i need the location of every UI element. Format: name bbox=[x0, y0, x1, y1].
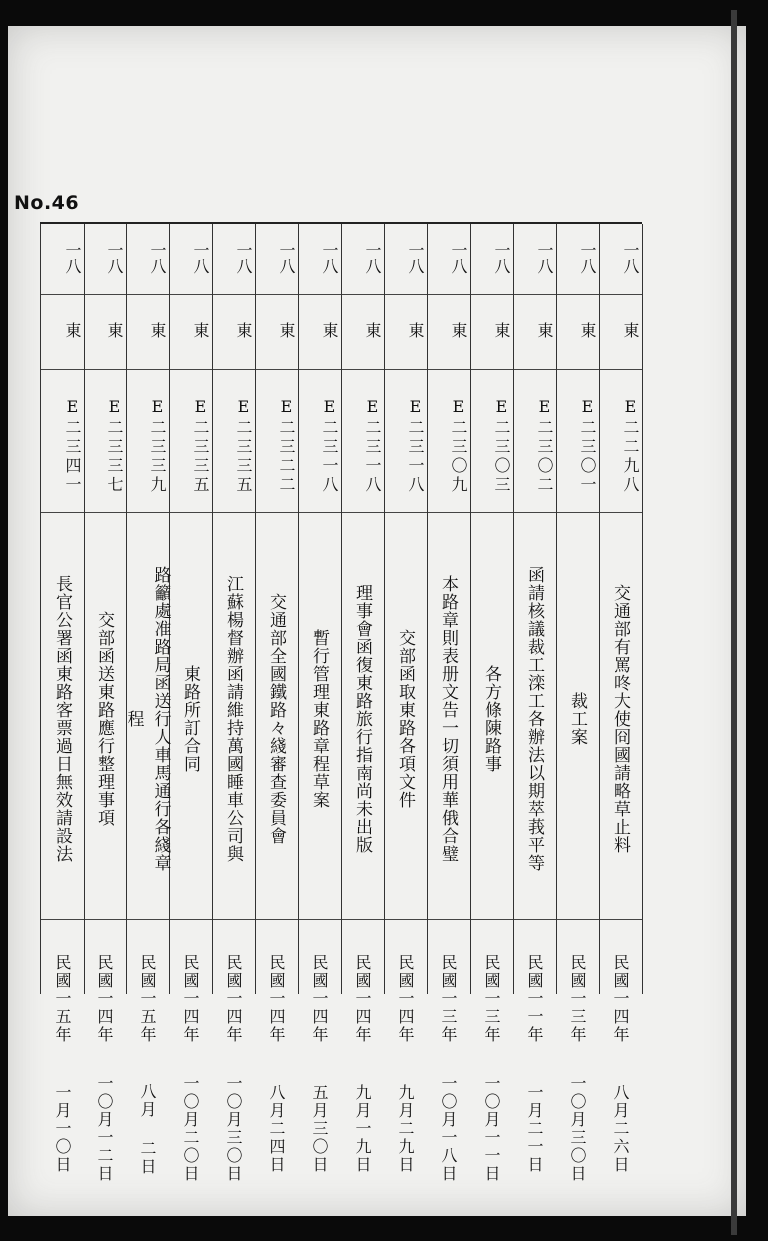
railway-line: 東 bbox=[406, 322, 425, 338]
file-number: E二三一八 bbox=[320, 397, 339, 495]
category-code: 一八 bbox=[406, 242, 425, 274]
ledger-column bbox=[169, 224, 213, 1183]
category-code: 一八 bbox=[105, 242, 124, 274]
date-day: 五月三〇日 bbox=[310, 1084, 329, 1174]
file-number: E二三二二 bbox=[277, 397, 296, 495]
subject-cell bbox=[83, 516, 126, 921]
subject-cell bbox=[255, 516, 298, 921]
railway-line: 東 bbox=[234, 322, 253, 338]
railway-line: 東 bbox=[105, 322, 124, 338]
date-day: 一月二一日 bbox=[525, 1084, 544, 1174]
page-number: No.46 bbox=[14, 192, 80, 214]
railway-line: 東 bbox=[578, 322, 597, 338]
date-day: 一〇月三〇日 bbox=[224, 1075, 243, 1183]
file-number: E二三三五 bbox=[234, 397, 253, 495]
file-number: E二三四一 bbox=[63, 397, 82, 495]
category-code: 一八 bbox=[148, 242, 167, 274]
subject-cell bbox=[41, 516, 84, 921]
subject-cell bbox=[470, 516, 513, 921]
ledger-column bbox=[123, 224, 171, 1176]
date-year: 民國一五年 bbox=[138, 954, 157, 1044]
subject-cell bbox=[169, 516, 212, 921]
ledger-column bbox=[341, 224, 385, 1174]
subject-text: 理事會函復東路旅行指南尚未出版 bbox=[352, 583, 372, 854]
subject-cell bbox=[599, 516, 642, 921]
ledger-column bbox=[255, 224, 299, 1174]
file-number: E二三〇一 bbox=[578, 397, 597, 495]
date-cell bbox=[212, 924, 255, 1184]
ledger-column bbox=[599, 224, 643, 1174]
ledger-column bbox=[427, 224, 471, 1183]
file-number: E二二九八 bbox=[621, 397, 640, 495]
date-day: 八月二六日 bbox=[611, 1084, 630, 1174]
ledger-column bbox=[513, 224, 557, 1174]
ledger-column bbox=[470, 224, 514, 1183]
subject-cell bbox=[427, 516, 470, 921]
date-cell bbox=[384, 924, 427, 1184]
date-year: 民國一四年 bbox=[353, 954, 372, 1044]
category-code: 一八 bbox=[535, 242, 554, 274]
date-year: 民國一三年 bbox=[439, 954, 458, 1044]
file-number: E二三三七 bbox=[105, 397, 124, 495]
subject-text: 函請核議裁工滦工各辦法以期萃莪平等 bbox=[524, 565, 544, 872]
subject-text: 交部函送東路應行整理事項 bbox=[94, 610, 114, 827]
subject-text: 裁工案 bbox=[567, 691, 587, 746]
date-cell bbox=[255, 924, 298, 1184]
category-code: 一八 bbox=[63, 242, 82, 274]
subject-cell bbox=[513, 516, 556, 921]
railway-line: 東 bbox=[492, 322, 511, 338]
ledger-column bbox=[556, 224, 600, 1183]
subject-text: 本路章則表册文告一切須用華俄合璧 bbox=[438, 574, 458, 863]
date-year: 民國一三年 bbox=[568, 954, 587, 1044]
date-year: 民國一一年 bbox=[525, 954, 544, 1044]
date-cell bbox=[513, 924, 556, 1184]
date-cell bbox=[556, 924, 599, 1184]
date-day: 九月二九日 bbox=[396, 1084, 415, 1174]
date-cell bbox=[341, 924, 384, 1184]
date-year: 民國一四年 bbox=[95, 954, 114, 1044]
railway-line: 東 bbox=[363, 322, 382, 338]
subject-text: 路籲處准路局函送行人車馬通行各綫章 bbox=[150, 565, 171, 872]
subject-text: 交通部全國鐵路々綫審查委員會 bbox=[266, 592, 286, 845]
railway-line: 東 bbox=[63, 322, 82, 338]
railway-line: 東 bbox=[277, 322, 296, 338]
date-cell bbox=[599, 924, 642, 1184]
page-edge bbox=[731, 10, 737, 1235]
subject-cell bbox=[123, 516, 171, 921]
subject-text: 程 bbox=[123, 709, 144, 728]
railway-line: 東 bbox=[191, 322, 210, 338]
date-year: 民國一四年 bbox=[181, 954, 200, 1044]
category-code: 一八 bbox=[363, 242, 382, 274]
railway-line: 東 bbox=[449, 322, 468, 338]
date-cell bbox=[169, 924, 212, 1184]
subject-cell bbox=[212, 516, 255, 921]
file-number: E二三〇二 bbox=[535, 397, 554, 495]
ledger-column bbox=[40, 224, 85, 1174]
date-year: 民國一三年 bbox=[482, 954, 501, 1044]
date-day: 一〇月一二日 bbox=[95, 1075, 114, 1183]
subject-text: 東路所訂合同 bbox=[180, 664, 200, 773]
date-cell bbox=[126, 924, 169, 1184]
category-code: 一八 bbox=[621, 242, 640, 274]
subject-cell bbox=[298, 516, 341, 921]
subject-text: 各方條陳路事 bbox=[481, 664, 501, 773]
category-code: 一八 bbox=[277, 242, 296, 274]
category-code: 一八 bbox=[320, 242, 339, 274]
subject-cell bbox=[556, 516, 599, 921]
ledger-column bbox=[212, 224, 256, 1183]
subject-text: 交部函取東路各項文件 bbox=[395, 628, 415, 809]
category-code: 一八 bbox=[234, 242, 253, 274]
date-cell bbox=[470, 924, 513, 1184]
file-number: E二三〇九 bbox=[449, 397, 468, 495]
date-day: 八月 二日 bbox=[138, 1082, 157, 1176]
category-code: 一八 bbox=[191, 242, 210, 274]
date-day: 九月一九日 bbox=[353, 1084, 372, 1174]
date-year: 民國一四年 bbox=[310, 954, 329, 1044]
ledger-table bbox=[40, 222, 642, 1183]
date-year: 民國一四年 bbox=[267, 954, 286, 1044]
date-year: 民國一五年 bbox=[53, 954, 72, 1044]
file-number: E二三〇三 bbox=[492, 397, 511, 495]
file-number: E二三三五 bbox=[191, 397, 210, 495]
railway-line: 東 bbox=[320, 322, 339, 338]
date-cell bbox=[41, 924, 84, 1184]
railway-line: 東 bbox=[621, 322, 640, 338]
date-day: 一〇月一一日 bbox=[482, 1075, 501, 1183]
date-cell bbox=[83, 924, 126, 1184]
date-day: 八月二四日 bbox=[267, 1084, 286, 1174]
file-number: E二三三九 bbox=[148, 397, 167, 495]
date-day: 一月一〇日 bbox=[53, 1084, 72, 1174]
file-number: E二三一八 bbox=[406, 397, 425, 495]
ledger-column bbox=[384, 224, 428, 1174]
file-number: E二三一八 bbox=[363, 397, 382, 495]
category-code: 一八 bbox=[492, 242, 511, 274]
date-year: 民國一四年 bbox=[611, 954, 630, 1044]
ledger-column bbox=[83, 224, 127, 1183]
date-year: 民國一四年 bbox=[224, 954, 243, 1044]
date-day: 一〇月一八日 bbox=[439, 1075, 458, 1183]
railway-line: 東 bbox=[535, 322, 554, 338]
subject-cell bbox=[384, 516, 427, 921]
subject-text: 江蘇楊督辦函請維持萬國睡車公司與 bbox=[223, 574, 243, 863]
category-code: 一八 bbox=[578, 242, 597, 274]
category-code: 一八 bbox=[449, 242, 468, 274]
date-cell bbox=[298, 924, 341, 1184]
railway-line: 東 bbox=[148, 322, 167, 338]
subject-cell bbox=[341, 516, 384, 921]
date-year: 民國一四年 bbox=[396, 954, 415, 1044]
date-day: 一〇月二〇日 bbox=[181, 1075, 200, 1183]
date-day: 一〇月三〇日 bbox=[568, 1075, 587, 1183]
date-cell bbox=[427, 924, 470, 1184]
subject-text: 暫行管理東路章程草案 bbox=[309, 628, 329, 809]
subject-text: 長官公署函東路客票過日無效請設法 bbox=[52, 574, 72, 863]
ledger-column bbox=[298, 224, 342, 1174]
subject-text: 交通部有罵咚大使冏國請略草止料 bbox=[610, 583, 630, 854]
